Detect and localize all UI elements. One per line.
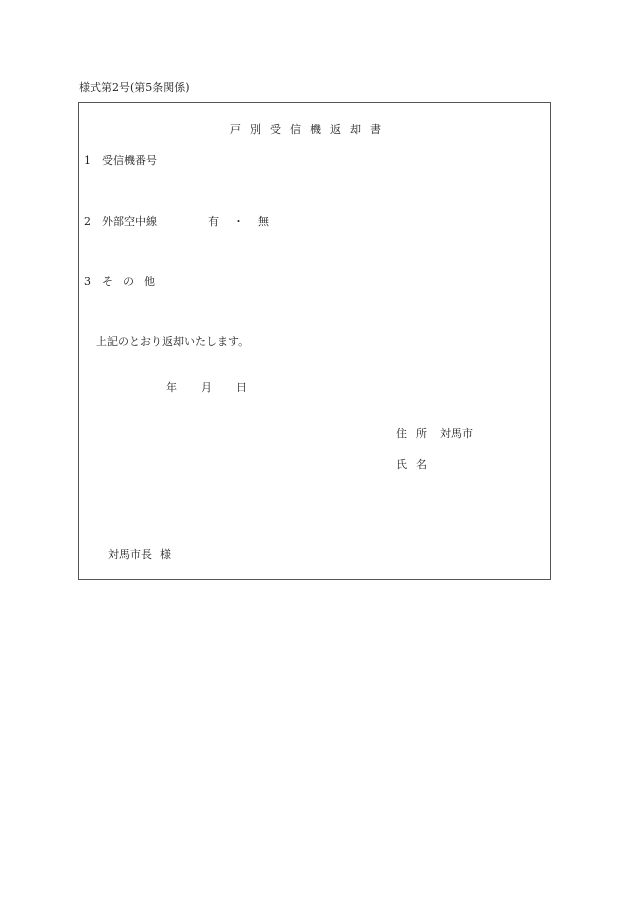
option-no[interactable]: 無 [258, 215, 269, 228]
item-external-antenna [84, 216, 157, 227]
declaration-text: 上記のとおり返却いたします。 [96, 335, 250, 348]
item-other [84, 276, 165, 287]
item-label: その他 [102, 275, 165, 288]
address-label: 住所 [396, 427, 436, 440]
item-label: 受信機番号 [102, 154, 157, 167]
date-year-label: 年 [166, 381, 177, 394]
item-number: 1 [84, 154, 91, 167]
antenna-options [208, 216, 269, 227]
item-number: 2 [84, 215, 91, 228]
address-line [396, 428, 473, 439]
date-line [166, 382, 247, 393]
addressee [108, 549, 171, 560]
option-separator: ・ [233, 215, 244, 228]
date-month-label: 月 [201, 381, 212, 394]
form-caption: 様式第2号(第5条関係) [79, 81, 190, 94]
document-title: 戸別受信機返却書 [230, 123, 390, 136]
date-day-label: 日 [236, 381, 247, 394]
name-line [396, 459, 436, 470]
item-label: 外部空中線 [102, 215, 157, 228]
item-receiver-number [84, 155, 157, 166]
name-label: 氏名 [396, 458, 436, 471]
item-number: 3 [84, 275, 91, 288]
address-value: 対馬市 [440, 427, 473, 440]
option-yes[interactable]: 有 [208, 215, 219, 228]
addressee-honorific: 様 [160, 548, 171, 561]
addressee-name: 対馬市長 [108, 548, 152, 561]
